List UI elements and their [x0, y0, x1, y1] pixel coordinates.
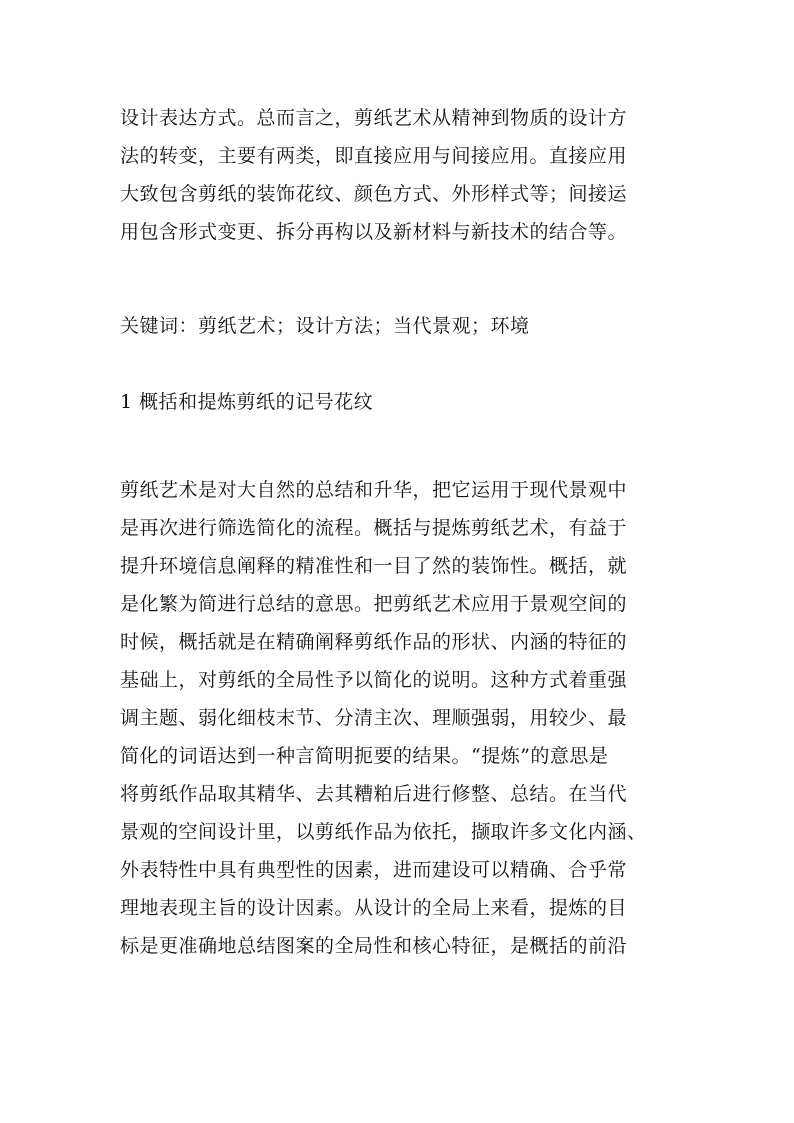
text-line: 法的转变，主要有两类，即直接应用与间接应用。直接应用 — [120, 145, 628, 167]
text-line: 基础上，对剪纸的全局性予以简化的说明。这种方式着重强 — [120, 669, 628, 691]
body-paragraph — [120, 471, 680, 965]
text-line: 大致包含剪纸的装饰花纹、颜色方式、外形样式等；间接运 — [120, 183, 628, 205]
text-line: 理地表现主旨的设计因素。从设计的全局上来看，提炼的目 — [120, 897, 628, 919]
abstract-continuation — [120, 99, 680, 251]
text-line: 调主题、弱化细枝末节、分清主次、理顺强弱，用较少、最 — [120, 707, 628, 729]
text-line: 外表特性中具有典型性的因素，进而建设可以精确、合乎常 — [120, 859, 628, 881]
text-line: 用包含形式变更、拆分再构以及新材料与新技术的结合等。 — [120, 221, 628, 243]
text-line: 设计表达方式。总而言之，剪纸艺术从精神到物质的设计方 — [120, 107, 628, 129]
section-heading — [120, 383, 680, 421]
text-line: 剪纸艺术是对大自然的总结和升华，把它运用于现代景观中 — [120, 479, 628, 501]
text-line: 标是更准确地总结图案的全局性和核心特征，是概括的前沿 — [120, 935, 628, 957]
keywords-section — [120, 307, 680, 345]
text-line: 是化繁为简进行总结的意思。把剪纸艺术应用于景观空间的 — [120, 593, 628, 615]
text-line: 时候，概括就是在精确阐释剪纸作品的形状、内涵的特征的 — [120, 631, 628, 653]
keywords-line: 关键词：剪纸艺术；设计方法；当代景观；环境 — [120, 315, 530, 337]
text-line: 提升环境信息阐释的精准性和一目了然的装饰性。概括，就 — [120, 555, 628, 577]
text-line: 简化的词语达到一种言简明扼要的结果。“提炼”的意思是 — [120, 745, 609, 767]
text-line: 将剪纸作品取其精华、去其糟粕后进行修整、总结。在当代 — [120, 783, 628, 805]
text-line: 景观的空间设计里，以剪纸作品为依托，撷取许多文化内涵、 — [120, 821, 647, 843]
text-line: 是再次进行筛选简化的流程。概括与提炼剪纸艺术，有益于 — [120, 517, 628, 539]
section-title: 1 概括和提炼剪纸的记号花纹 — [120, 391, 374, 413]
